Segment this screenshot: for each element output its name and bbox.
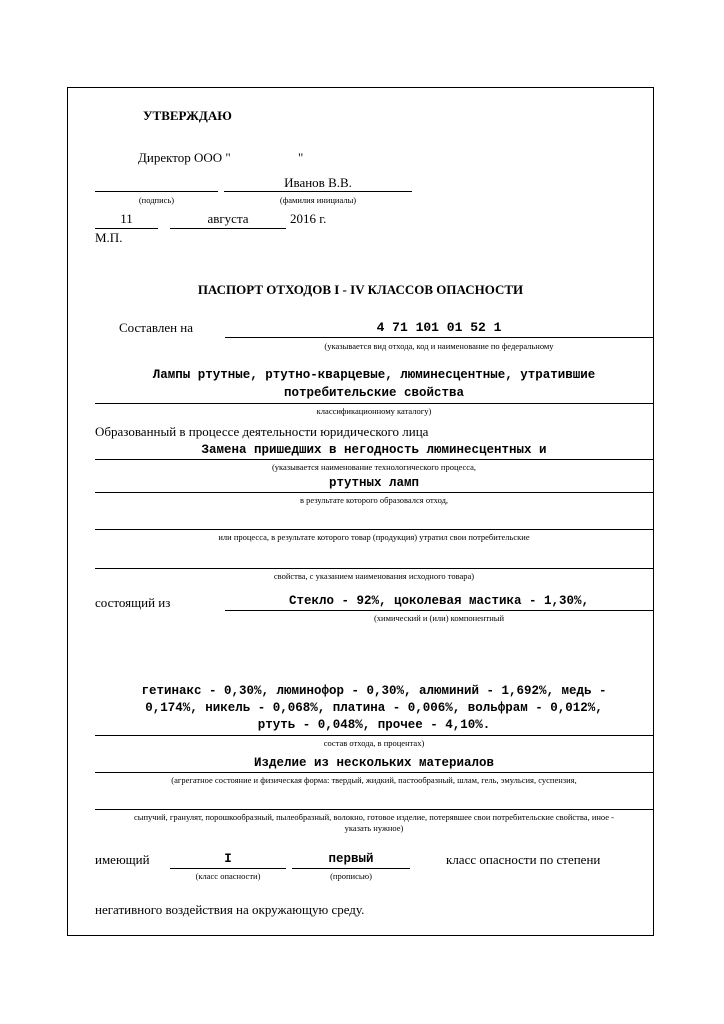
- process-line-2: [95, 492, 653, 493]
- waste-name-line: [95, 403, 653, 404]
- process-caption2: в результате которого образовался отход,: [299, 495, 449, 505]
- hazard-words-line: [292, 868, 410, 869]
- hazard-label: имеющий: [95, 852, 150, 867]
- process-caption3: или процесса, в результате которого товар (продукция) утратил свои потребительские: [218, 532, 530, 542]
- month-line: [170, 228, 286, 229]
- hazard-class-value: I: [224, 852, 232, 866]
- state-caption3: указать нужное): [344, 823, 404, 833]
- approval-heading: УТВЕРЖДАЮ: [143, 108, 232, 123]
- process-line-4: [95, 568, 653, 569]
- process-line1: Замена пришедших в негодность люминесцентных и: [201, 443, 547, 457]
- hazard-class-line: [170, 868, 286, 869]
- composition-line4: ртуть - 0,048%, прочее - 4,10%.: [257, 718, 491, 732]
- waste-name-caption: классификационному каталогу): [316, 406, 432, 416]
- hazard-final: негативного воздействия на окружающую среду.: [95, 902, 365, 917]
- composition-line3: 0,174%, никель - 0,068%, платина - 0,006%, вольфрам - 0,012%,: [145, 701, 603, 715]
- state-caption2: сыпучий, гранулят, порошкообразный, пылеобразный, волокно, готовое изделие, потерявшее свои потребительские свойства, иное -: [134, 812, 614, 822]
- signature-line: [95, 191, 218, 192]
- date-month: августа: [207, 211, 249, 226]
- process-line2: ртутных ламп: [328, 476, 419, 490]
- hazard-suffix: класс опасности по степени: [446, 852, 601, 867]
- director-name: Иванов В.В.: [284, 175, 352, 190]
- composition-caption1: (химический и (или) компонентный: [373, 613, 505, 623]
- director-close-quote: ": [298, 150, 304, 165]
- date-year: 2016 г.: [290, 211, 327, 226]
- composition-line1: Стекло - 92%, цоколевая мастика - 1,30%,: [288, 594, 590, 608]
- composition-line2: гетинакс - 0,30%, люминофор - 0,30%, алюминий - 1,692%, медь -: [141, 684, 607, 698]
- code-caption: (указывается вид отхода, код и наименование по федеральному: [324, 341, 554, 351]
- waste-code: 4 71 101 01 52 1: [376, 320, 502, 335]
- state-value: Изделие из нескольких материалов: [253, 756, 495, 770]
- hazard-class-words: первый: [328, 852, 374, 866]
- process-caption1: (указывается наименование технологического процесса,: [271, 462, 477, 472]
- director-label: Директор ООО ": [138, 150, 231, 165]
- composition-bottom-line: [95, 735, 653, 736]
- composition-caption2: состав отхода, в процентах): [323, 738, 425, 748]
- process-caption4: свойства, с указанием наименования исходного товара): [273, 571, 475, 581]
- name-line: [224, 191, 412, 192]
- compiled-label: Составлен на: [119, 320, 194, 335]
- stamp-label: М.П.: [95, 230, 123, 245]
- signature-caption: (подпись): [138, 195, 175, 205]
- waste-name-line2: потребительские свойства: [283, 386, 465, 400]
- state-line: [95, 772, 653, 773]
- page-title: ПАСПОРТ ОТХОДОВ I - IV КЛАССОВ ОПАСНОСТИ: [197, 282, 524, 297]
- formed-label: Образованный в процессе деятельности юридического лица: [95, 424, 429, 439]
- hazard-class-caption: (класс опасности): [195, 871, 261, 881]
- waste-name-line1: Лампы ртутные, ртутно-кварцевые, люминесцентные, утратившие: [152, 368, 596, 382]
- composition-line: [225, 610, 653, 611]
- day-line: [95, 228, 158, 229]
- process-line-3: [95, 529, 653, 530]
- name-caption: (фамилия инициалы): [279, 195, 357, 205]
- hazard-words-caption: (прописью): [330, 871, 372, 881]
- code-line: [225, 337, 653, 338]
- state-line-2: [95, 809, 653, 810]
- date-day: 11: [120, 211, 133, 226]
- process-line: [95, 459, 653, 460]
- state-caption1: (агрегатное состояние и физическая форма: твердый, жидкий, пастообразный, шлам, гель, эмульсия, суспензия,: [171, 775, 577, 785]
- composition-label: состоящий из: [95, 595, 171, 610]
